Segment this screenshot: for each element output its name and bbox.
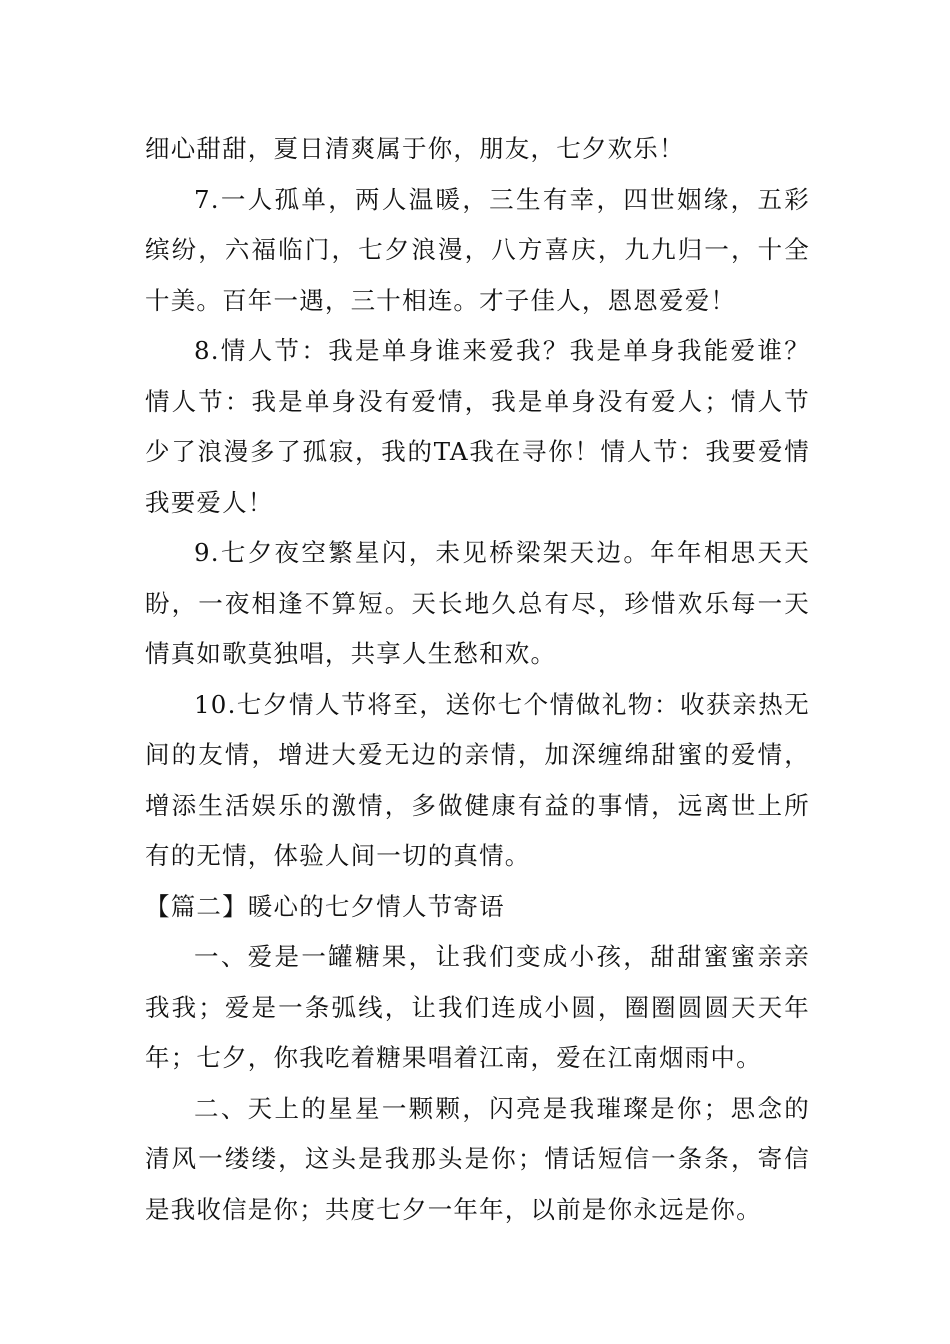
paragraph-item-8: 8.情人节：我是单身谁来爱我？我是单身我能爱谁？情人节：我是单身没有爱情，我是单身没有爱人；情人节少了浪漫多了孤寂，我的TA我在寻你！情人节：我要爱情我要爱人！ (145, 336, 810, 517)
paragraph-item-10: 10.七夕情人节将至，送你七个情做礼物：收获亲热无间的友情，增进大爱无边的亲情，加深缠绵甜蜜的爱情，增添生活娱乐的激情，多做健康有益的事情，远离世上所有的无情，体验人间一切的真情。 (145, 689, 810, 870)
paragraph-continuation: 细心甜甜，夏日清爽属于你，朋友，七夕欢乐！ (145, 134, 685, 163)
section-paragraph-1: 一、爱是一罐糖果，让我们变成小孩，甜甜蜜蜜亲亲我我；爱是一条弧线，让我们连成小圆，圈圈圆圆天天年年；七夕，你我吃着糖果唱着江南，爱在江南烟雨中。 (145, 942, 810, 1072)
paragraph-item-7: 7.一人孤单，两人温暖，三生有幸，四世姻缘，五彩缤纷，六福临门，七夕浪漫，八方喜庆，九九归一，十全十美。百年一遇，三十相连。才子佳人，恩恩爱爱！ (145, 184, 810, 315)
section-heading: 【篇二】暖心的七夕情人节寄语 (145, 891, 505, 921)
section-paragraph-2: 二、天上的星星一颗颗，闪亮是我璀璨是你；思念的清风一缕缕，这头是我那头是你；情话短信一条条，寄信是我收信是你；共度七夕一年年，以前是你永远是你。 (145, 1093, 810, 1224)
document-body (145, 124, 810, 1235)
paragraph-item-9: 9.七夕夜空繁星闪，未见桥梁架天边。年年相思天天盼，一夜相逢不算短。天长地久总有尽，珍惜欢乐每一天情真如歌莫独唱，共享人生愁和欢。 (145, 538, 810, 668)
